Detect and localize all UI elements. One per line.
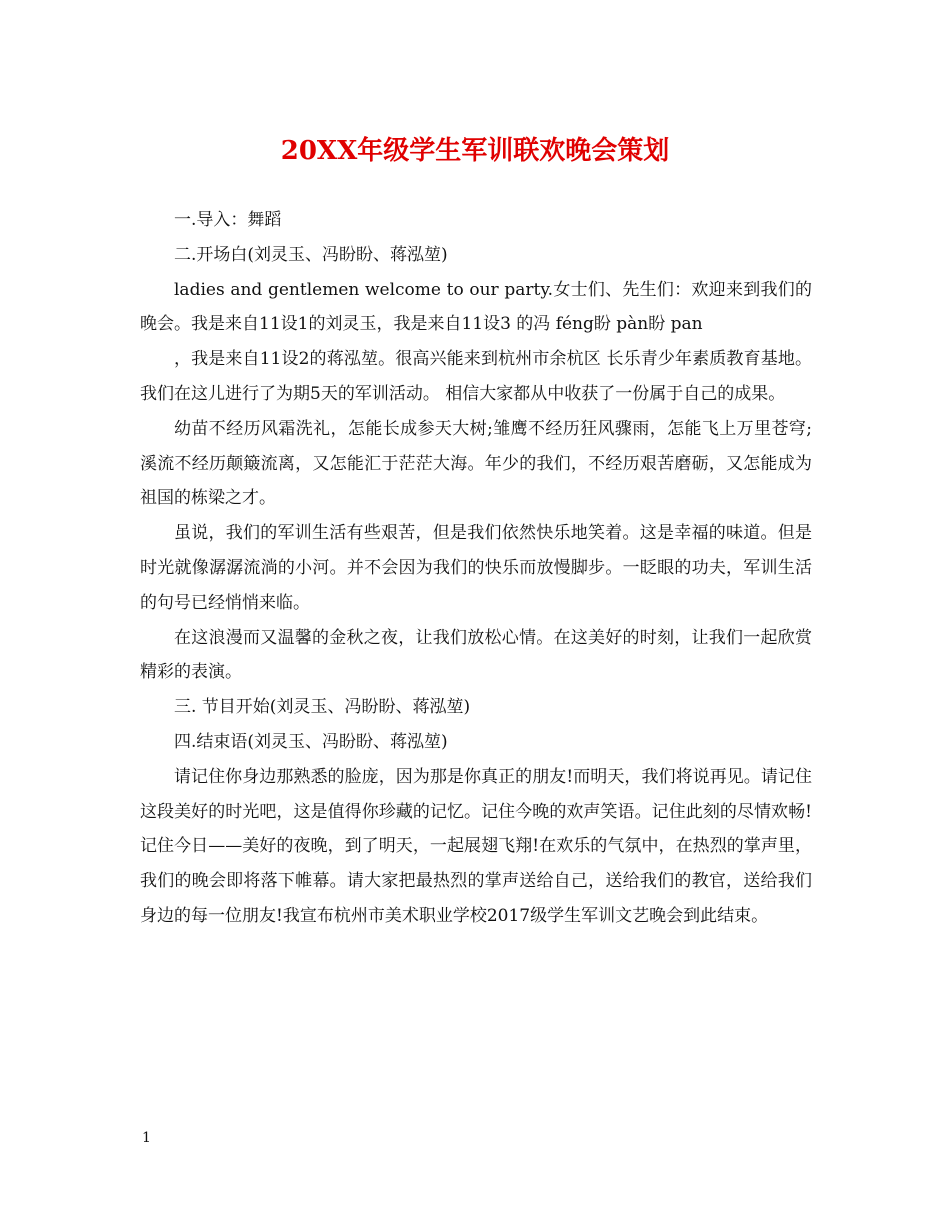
- paragraph-intro: 一.导入：舞蹈: [174, 210, 282, 230]
- paragraph-welcome: ladies and gentlemen welcome to our party.女士们、先生们：欢迎来到我们的晚会。我是来自11设1的刘灵玉，我是来自11设3 的冯 féng盼 pàn盼 pan: [140, 279, 812, 335]
- paragraph-training-life: 虽说，我们的军训生活有些艰苦，但是我们依然快乐地笑着。这是幸福的味道。但是时光就像潺潺流淌的小河。并不会因为我们的快乐而放慢脚步。一眨眼的功夫，军训生活的句号已经悄悄来临。: [140, 523, 812, 613]
- page-number: 1: [142, 1130, 151, 1146]
- paragraph-seedling: 幼苗不经历风霜洗礼，怎能长成参天大树;雏鹰不经历狂风骤雨，怎能飞上万里苍穹;溪流不经历颠簸流离，又怎能汇于茫茫大海。年少的我们，不经历艰苦磨砺，又怎能成为祖国的栋梁之才。: [140, 418, 812, 509]
- paragraph-autumn-night: 在这浪漫而又温馨的金秋之夜，让我们放松心情。在这美好的时刻，让我们一起欣赏精彩的表演。: [140, 627, 812, 683]
- paragraph-closing: 请记住你身边那熟悉的脸庞，因为那是你真正的朋友!而明天，我们将说再见。请记住这段美好的时光吧，这是值得你珍藏的记忆。记住今晚的欢声笑语。记住此刻的尽情欢畅!记住今日——美好的夜晚，到了明天，一起展翅飞翔!在欢乐的气氛中，在热烈的掌声里，我们的晚会即将落下帷幕。请大家把最热烈的掌声送给自己，送给我们的教官，送给我们身边的每一位朋友!我宣布杭州市美术职业学校2017级学生军训文艺晚会到此结束。: [140, 766, 812, 926]
- paragraph-closing-heading: 四.结束语(刘灵玉、冯盼盼、蒋泓堃): [174, 731, 448, 752]
- paragraph-program-heading: 三. 节目开始(刘灵玉、冯盼盼、蒋泓堃): [174, 697, 471, 718]
- paragraph-introduction: ，我是来自11设2的蒋泓堃。很高兴能来到杭州市余杭区 长乐青少年素质教育基地。我们在这儿进行了为期5天的军训活动。 相信大家都从中收获了一份属于自己的成果。: [140, 349, 812, 404]
- document-title: 20XX年级学生军训联欢晚会策划: [280, 136, 670, 166]
- paragraph-opening-heading: 二.开场白(刘灵玉、冯盼盼、蒋泓堃): [174, 244, 448, 265]
- document-body: [140, 203, 812, 934]
